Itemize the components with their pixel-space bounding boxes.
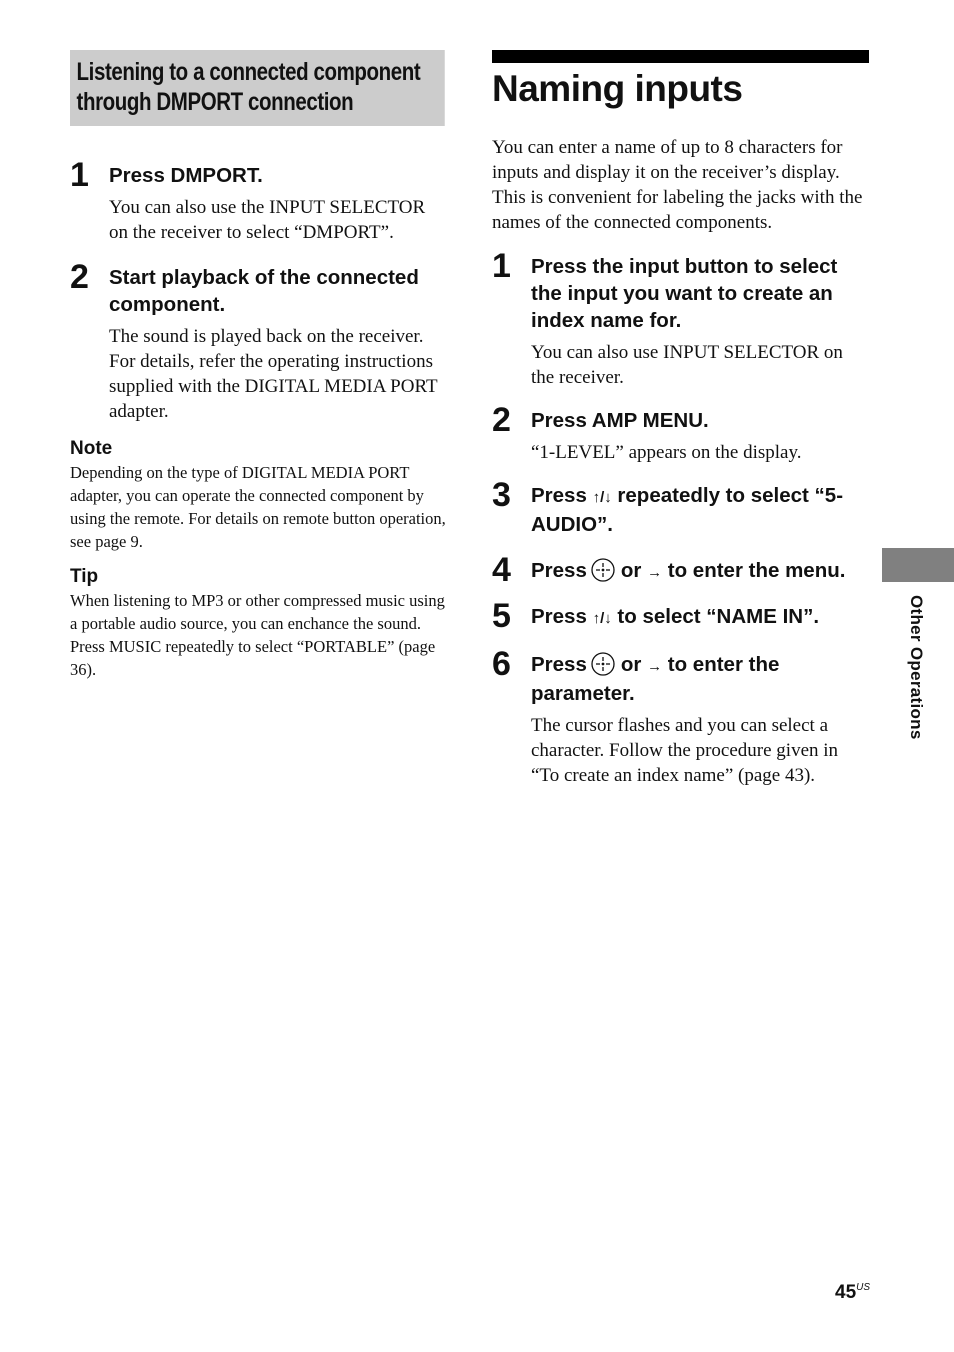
step-1 [492,247,869,390]
step-body: You can also use the INPUT SELECTOR on the receiver to select “DMPORT”. [109,197,426,243]
tip-text: When listening to MP3 or other compressed music using a portable audio source, you can enchance the sound. Press MUSIC repeatedly to select “PORTABLE” (page 36). [70,591,445,679]
side-tab-label: Other Operations [907,595,926,740]
step-body: The cursor flashes and you can select a character. Follow the procedure given in “To create an index name” (page 43). [531,715,839,786]
page-number-value: 45 [835,1282,857,1303]
title-rule [492,50,869,63]
up-down-arrow-icon: ↑/↓ [592,610,612,627]
step-number: 2 [492,401,511,439]
step-3 [492,476,869,538]
step-4 [492,551,869,589]
enter-button-icon [591,558,615,582]
step-number: 1 [70,156,89,194]
step-body: “1-LEVEL” appears on the display. [531,442,802,463]
step-heading [531,482,869,538]
step-5 [492,597,869,635]
up-down-arrow-icon: ↑/↓ [592,489,612,506]
step-6 [492,645,869,788]
step-heading-text: Press [531,559,587,582]
step-heading [531,603,869,632]
step-heading-text: or [620,559,648,582]
right-arrow-icon: → [647,658,663,675]
note-label: Note [70,438,113,459]
step-body: The sound is played back on the receiver. For details, refer the operating instructions supplied with the DIGITAL MEDIA PORT adapter. [109,326,438,422]
step-heading [531,557,869,586]
step-number: 1 [492,247,511,285]
step-heading-text: to enter the menu. [662,559,846,582]
step-heading-text: Press [531,605,593,628]
step-heading [531,651,869,707]
section-title: Listening to a connected component through DMPORT connection [70,50,445,126]
step-heading-text: to enter the parameter. [531,653,780,705]
right-arrow-icon: → [647,564,663,581]
step-1 [70,156,448,245]
section-header [70,50,448,154]
step-number: 4 [492,551,511,589]
step-number: 3 [492,476,511,514]
step-heading: Press AMP MENU. [531,409,709,432]
step-number: 6 [492,645,511,683]
note-text: Depending on the type of DIGITAL MEDIA PORT adapter, you can operate the connected component by using the remote. For details on remote button operation, see page 9. [70,463,446,551]
step-2 [492,401,869,465]
step-heading: Press DMPORT. [109,164,263,187]
page-number-suffix: US [856,1282,871,1293]
step-heading: Press the input button to select the input you want to create an index name for. [531,255,838,332]
page-title: Naming inputs [492,68,743,109]
step-heading: Start playback of the connected component. [109,266,419,316]
step-heading-text: Press [531,484,593,507]
right-column [492,50,869,788]
tip-label: Tip [70,566,99,587]
note-block [70,437,448,553]
step-heading-text: Press [531,653,587,676]
step-2 [70,258,448,424]
intro-text: You can enter a name of up to 8 characters for inputs and display it on the receiver’s display. This is convenient for labeling the jacks with the names of the connected components. [492,137,863,233]
tip-block [70,565,448,681]
step-heading-text: to select “NAME IN”. [611,605,820,628]
left-column [70,50,448,681]
enter-button-icon [591,652,615,676]
step-body: You can also use INPUT SELECTOR on the receiver. [531,342,843,388]
step-number: 5 [492,597,511,635]
step-heading-text: repeatedly to select “5-AUDIO”. [531,484,844,536]
side-tab [882,548,954,582]
page-number [835,1282,870,1304]
step-heading-text: or [620,653,648,676]
step-number: 2 [70,258,89,296]
